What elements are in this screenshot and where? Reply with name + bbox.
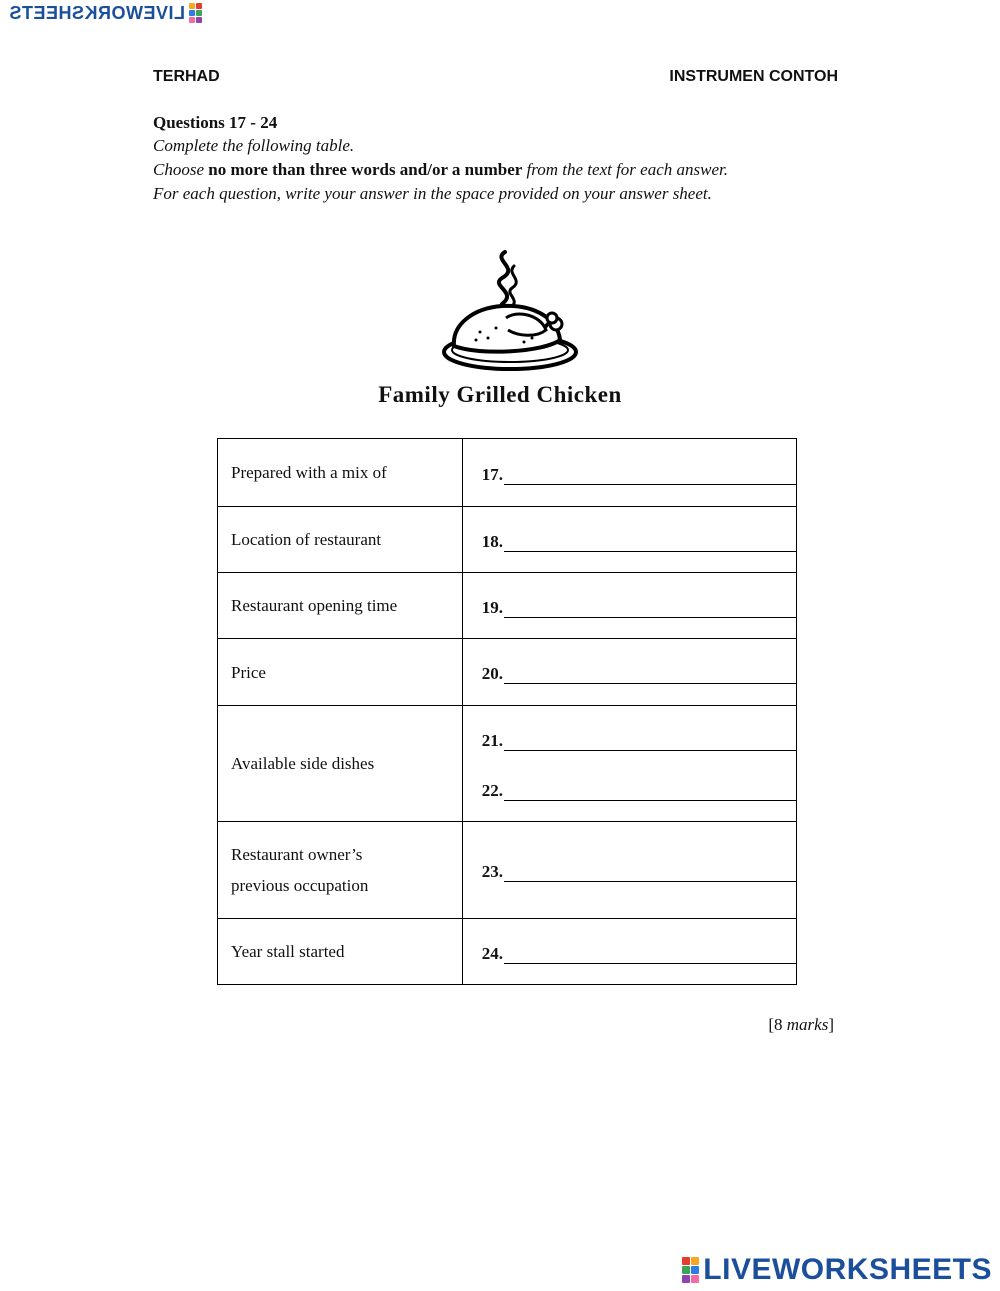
table-row [218,507,797,573]
table-row [218,919,797,985]
question-number: 19. [481,597,503,617]
header-left: TERHAD [153,68,220,85]
logo-blocks-icon [189,3,202,23]
answer-blank[interactable] [504,732,796,751]
answer-cell [462,706,796,822]
row-label: Year stall started [218,919,463,985]
question-table [217,438,797,985]
row-label-line-1: Restaurant owner’s [231,845,363,864]
questions-title: Questions 17 - 24 [153,113,278,132]
roast-chicken-icon [440,244,580,374]
question-number: 17. [481,464,503,484]
instruction-line-1: Complete the following table. [153,136,355,155]
answer-blank[interactable] [504,599,796,618]
question-number: 20. [481,664,503,683]
instruction-line-3: For each question, write your answer in the space provided on your answer sheet. [153,184,712,203]
answer-line[interactable] [482,777,796,801]
answer-line[interactable] [482,461,796,485]
answer-line[interactable] [482,858,796,882]
row-label: Location of restaurant [218,507,463,573]
answer-cell [462,822,796,919]
question-number: 24. [481,943,503,963]
answer-line[interactable] [482,594,796,618]
question-number: 18. [481,531,503,551]
row-label [218,822,463,919]
illustration-title: Family Grilled Chicken [378,382,622,407]
marks-label: [8 marks] [768,1015,834,1034]
question-number: 21. [481,730,503,750]
answer-blank[interactable] [504,945,796,964]
logo-blocks-icon [682,1257,699,1283]
answer-cell [462,507,796,573]
header-right: INSTRUMEN CONTOH [669,68,838,85]
instruction-line-2: Choose no more than three words and/or a number from the text for each answer. [153,160,728,179]
answer-cell [462,573,796,639]
question-number: 23. [481,862,503,881]
answer-blank[interactable] [504,533,796,552]
answer-line[interactable] [482,727,796,751]
row-label: Prepared with a mix of [218,439,463,507]
table-row [218,822,797,919]
answer-line[interactable] [482,528,796,552]
logo-text: LIVEWORKSHEETS [703,1253,992,1286]
answer-line[interactable] [482,940,796,964]
row-label: Available side dishes [218,706,463,822]
answer-cell [462,439,796,507]
row-label-line-2: previous occupation [231,876,369,895]
answer-line[interactable] [482,660,796,684]
answer-blank[interactable] [504,863,796,882]
table-row [218,439,797,507]
answer-cell [462,919,796,985]
question-number: 22. [481,780,503,800]
liveworksheets-logo-bottom[interactable] [682,1255,992,1285]
table-row [218,639,797,706]
liveworksheets-logo-top [9,2,202,24]
answer-blank[interactable] [504,782,796,801]
table-row [218,706,797,822]
table-row [218,573,797,639]
answer-blank[interactable] [504,466,796,485]
logo-text: LIVEWORKSHEETS [8,2,185,23]
row-label: Restaurant opening time [218,573,463,639]
answer-blank[interactable] [504,665,796,684]
answer-cell [462,639,796,706]
row-label: Price [218,639,463,706]
